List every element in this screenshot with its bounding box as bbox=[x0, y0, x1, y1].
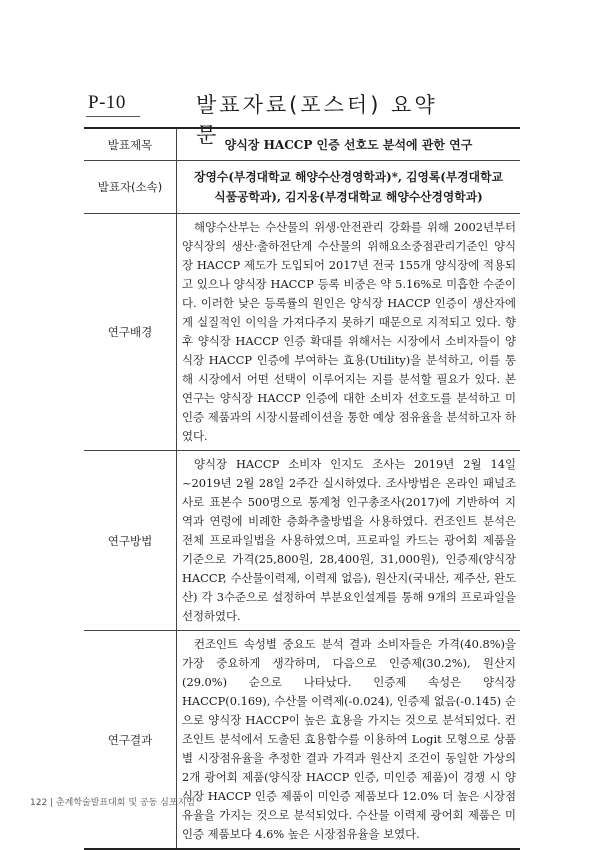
background-text: 해양수산부는 수산물의 위생·안전관리 강화를 위해 2002년부터 양식장의 생산·출하전단계 수산물의 위해요소중점관리기준인 양식장 HACCP 제도가 도입되어 2017년 전국 155개 양식장에 적용되고 있으나 양식장 HACCP 등록 비중은 약 5.16%로 미흡한 수준이다. 이러한 낮은 등록률의 원인은 양식장 HACCP 인증이 생산자에게 실질적인 이익을 가져다주지 못하기 때문으로 지적되고 있다. 향후 양식장 HACCP 인증 확대를 위해서는 시장에서 소비자들이 양식장 HACCP 인증에 부여하는 효용(Utility)을 분석하고, 이를 통해 시장에서 어떤 선택이 이루어지는 지를 분석할 필요가 있다. 본 연구는 양식장 HACCP 인증에 대한 소비자 선호도를 분석하고 미인증 제품과의 시장시뮬레이션을 통한 예상 점유율을 분석하고자 하였다. bbox=[177, 214, 521, 451]
summary-table bbox=[84, 127, 520, 850]
method-text: 양식장 HACCP 소비자 인지도 조사는 2019년 2월 14일~2019년 2월 28일 2주간 실시하였다. 조사방법은 온라인 패널조사로 표본수 500명으로 통계청 인구총조사(2017)에 기반하여 지역과 연령에 비례한 층화추출방법을 사용하였다. 컨조인트 분석은 전체 프로파일법을 사용하였으며, 프로파일 카드는 광어회 제품을 기준으로 가격(25,800원, 28,400원, 31,000원), 인증제(양식장 HACCP, 수산물이력제, 이력제 없음), 원산지(국내산, 제주산, 완도산) 각 3수준으로 설정하여 부분요인설계를 통해 9개의 프로파일을 선정하였다. bbox=[177, 451, 521, 631]
results-row bbox=[84, 631, 520, 850]
title-row bbox=[84, 128, 520, 161]
poster-code-underline bbox=[86, 116, 140, 117]
page-title: 발표자료(포스터) 요약문 bbox=[196, 93, 438, 147]
background-label: 연구배경 bbox=[84, 214, 177, 451]
results-text: 컨조인트 속성별 중요도 분석 결과 소비자들은 가격(40.8%)을 가장 중요하게 생각하며, 다음으로 인증제(30.2%), 원산지(29.0%) 순으로 나타났다. 인증제 속성은 양식장 HACCP(0.169), 수산물 이력제(-0.024), 인증제 없음(-0.145) 순으로 양식장 HACCP이 높은 효용을 가지는 것으로 분석되었다. 컨조인트 분석에서 도출된 효용함수를 이용하여 Logit 모형으로 상품별 시장점유율을 추정한 결과 가격과 원산지 조건이 동일한 가상의 2개 광어회 제품(양식장 HACCP 인증, 미인증 제품)이 경쟁 시 양식장 HACCP 인증 제품이 미인증 제품보다 12.0% 더 높은 시장점유율을 가지는 것으로 분석되었다. 수산물 이력제 광어회 제품은 미인증 제품보다 4.6% 높은 시장점유율을 보였다. bbox=[177, 631, 521, 850]
authors-cell bbox=[177, 161, 521, 214]
authors-row bbox=[84, 161, 520, 214]
page-footer: 122 | 춘계학술발표대회 및 공동 심포지엄 bbox=[30, 798, 195, 808]
method-row bbox=[84, 451, 520, 631]
authors-label: 발표자(소속) bbox=[84, 161, 177, 214]
authors-line-2: 식품공학과), 김지웅(부경대학교 해양수산경영학과) bbox=[214, 190, 483, 204]
poster-code: P-10 bbox=[88, 92, 126, 113]
background-row bbox=[84, 214, 520, 451]
method-label: 연구방법 bbox=[84, 451, 177, 631]
title-label: 발표제목 bbox=[84, 128, 177, 161]
presentation-title: 양식장 HACCP 인증 선호도 분석에 관한 연구 bbox=[177, 128, 521, 161]
authors-line-1: 장영수(부경대학교 해양수산경영학과)*, 김영록(부경대학교 bbox=[194, 170, 503, 184]
results-label: 연구결과 bbox=[84, 631, 177, 850]
